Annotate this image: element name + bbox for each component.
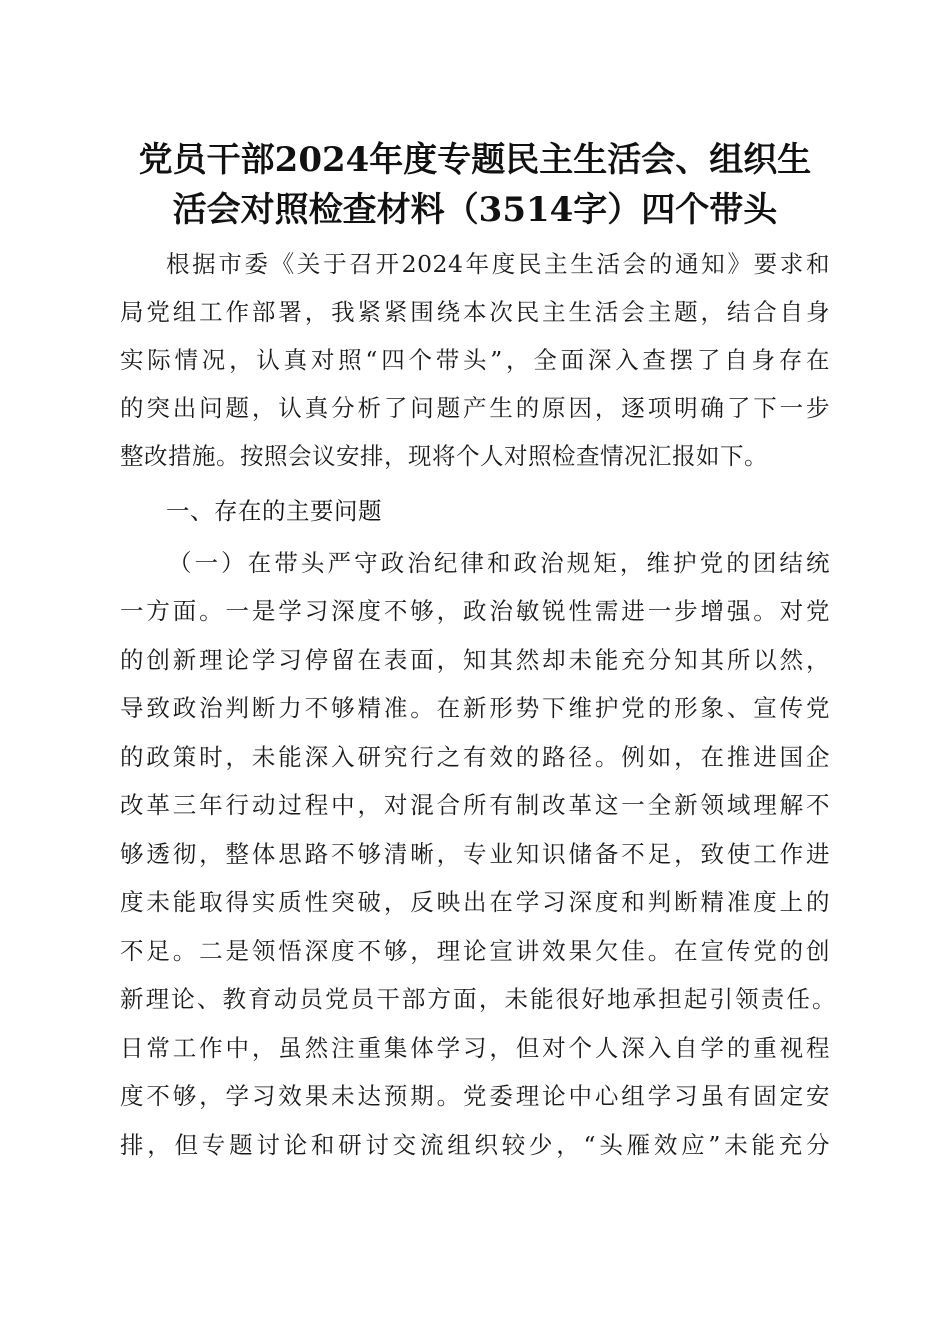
intro-line: 整改措施。按照会议安排，现将个人对照检查情况汇报如下。 (120, 442, 768, 470)
section-line: （一）在带头严守政治纪律和政治规矩，维护党的团结统 (168, 549, 830, 577)
section-line: 日常工作中，虽然注重集体学习，但对个人深入自学的重视程 (120, 1034, 830, 1062)
section-line: 的创新理论学习停留在表面，知其然却未能充分知其所以然， (120, 646, 830, 674)
section-line: 新理论、教育动员党员干部方面，未能很好地承担起引领责任。 (120, 985, 836, 1013)
section-line: 改革三年行动过程中，对混合所有制改革这一全新领域理解不 (120, 791, 830, 819)
intro-line: 的突出问题，认真分析了问题产生的原因，逐项明确了下一步 (120, 394, 830, 422)
section-heading: 一、存在的主要问题 (166, 497, 382, 525)
section-line: 度不够，学习效果未达预期。党委理论中心组学习虽有固定安 (120, 1082, 830, 1110)
section-line: 排，但专题讨论和研讨交流组织较少，“头雁效应”未能充分 (120, 1131, 830, 1159)
document-title-line-1: 党员干部2024年度专题民主生活会、组织生 (138, 140, 812, 180)
intro-line: 根据市委《关于召开2024年度民主生活会的通知》要求和 (166, 250, 830, 278)
document-title-line-2: 活会对照检查材料（3514字）四个带头 (172, 190, 778, 230)
section-line: 的政策时，未能深入研究行之有效的路径。例如，在推进国企 (120, 743, 830, 771)
section-line: 度未能取得实质性突破，反映出在学习深度和判断精准度上的 (120, 888, 830, 916)
section-line: 不足。二是领悟深度不够，理论宣讲效果欠佳。在宣传党的创 (120, 937, 830, 965)
section-line: 够透彻，整体思路不够清晰，专业知识储备不足，致使工作进 (120, 840, 830, 868)
intro-line: 实际情况，认真对照“四个带头”，全面深入查摆了自身存在 (120, 346, 830, 374)
intro-line: 局党组工作部署，我紧紧围绕本次民主生活会主题，结合自身 (120, 298, 830, 326)
section-line: 一方面。一是学习深度不够，政治敏锐性需进一步增强。对党 (120, 597, 830, 625)
section-line: 导致政治判断力不够精准。在新形势下维护党的形象、宣传党 (120, 694, 830, 722)
